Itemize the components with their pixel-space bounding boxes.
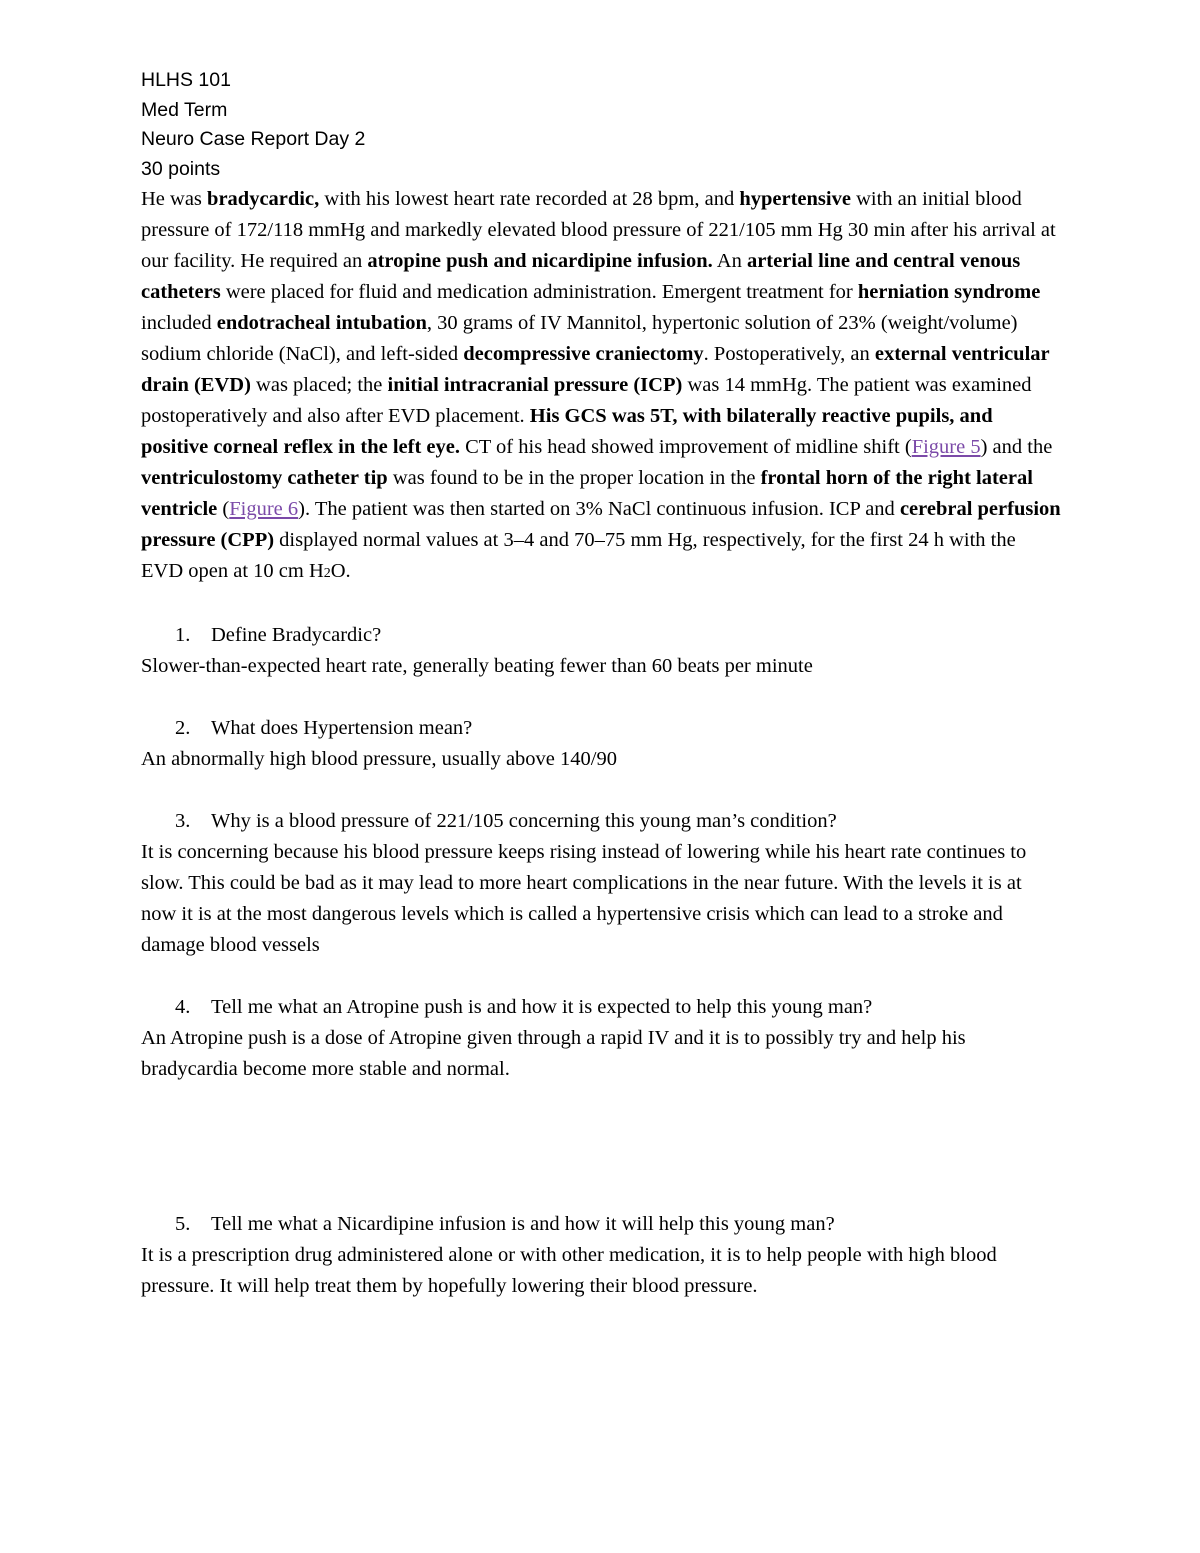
figure-5-link[interactable]: Figure 5 [911, 436, 981, 458]
question-3: 3. Why is a blood pressure of 221/105 concerning this young man’s condition? [175, 810, 837, 832]
answer-2: An abnormally high blood pressure, usually above 140/90 [141, 748, 617, 770]
case-report-paragraph: He was bradycardic, with his lowest heart rate recorded at 28 bpm, and hypertensive with an initial blood pressure of 172/118 mmHg and markedly elevated blood pressure of 221/105 mm Hg 30 min after his arrival at our facility. He required an atropine push and nicardipine infusion. An arterial line and central venous catheters were placed for fluid and medication administration. Emergent treatment for herniation syndrome included endotracheal intubation, 30 grams of IV Mannitol, hypertonic solution of 23% (weight/volume) sodium chloride (NaCl), and left-sided decompressive craniectomy. Postoperatively, an external ventricular drain (EVD) was placed; the initial intracranial pressure (ICP) was 14 mmHg. The patient was examined postoperatively and also after EVD placement. His GCS was 5T, with bilaterally reactive pupils, and positive corneal reflex in the left eye. CT of his head showed improvement of midline shift (Figure 5) and the ventriculostomy catheter tip was found to be in the proper location in the frontal horn of the right lateral ventricle (Figure 6). The patient was then started on 3% NaCl continuous infusion. ICP and cerebral perfusion pressure (CPP) displayed normal values at 3–4 and 70–75 mm Hg, respectively, for the first 24 h with the EVD open at 10 cm H2O. [141, 188, 1061, 582]
document-page [141, 66, 1061, 1302]
answer-1: Slower-than-expected heart rate, generally beating fewer than 60 beats per minute [141, 655, 813, 677]
question-4: 4. Tell me what an Atropine push is and how it is expected to help this young man? [175, 996, 873, 1018]
answer-4: An Atropine push is a dose of Atropine given through a rapid IV and it is to possibly try and help his bradycardia become more stable and normal. [141, 1027, 966, 1080]
assignment-points: 30 points [141, 157, 221, 180]
answer-3: It is concerning because his blood pressure keeps rising instead of lowering while his heart rate continues to slow. This could be bad as it may lead to more heart complications in the near future. With the levels it is at now it is at the most dangerous levels which is called a hypertensive crisis which can lead to a stroke and damage blood vessels [141, 841, 1027, 956]
question-5: 5. Tell me what a Nicardipine infusion is and how it will help this young man? [175, 1213, 835, 1235]
assignment-title: Neuro Case Report Day 2 [141, 128, 366, 150]
course-subject: Med Term [141, 98, 228, 121]
question-1: 1. Define Bradycardic? [175, 624, 382, 646]
answer-5: It is a prescription drug administered alone or with other medication, it is to help people with high blood pressure. It will help treat them by hopefully lowering their blood pressure. [141, 1244, 997, 1297]
question-2: 2. What does Hypertension mean? [175, 717, 473, 739]
figure-6-link[interactable]: Figure 6 [229, 498, 299, 520]
course-code: HLHS 101 [141, 69, 231, 91]
